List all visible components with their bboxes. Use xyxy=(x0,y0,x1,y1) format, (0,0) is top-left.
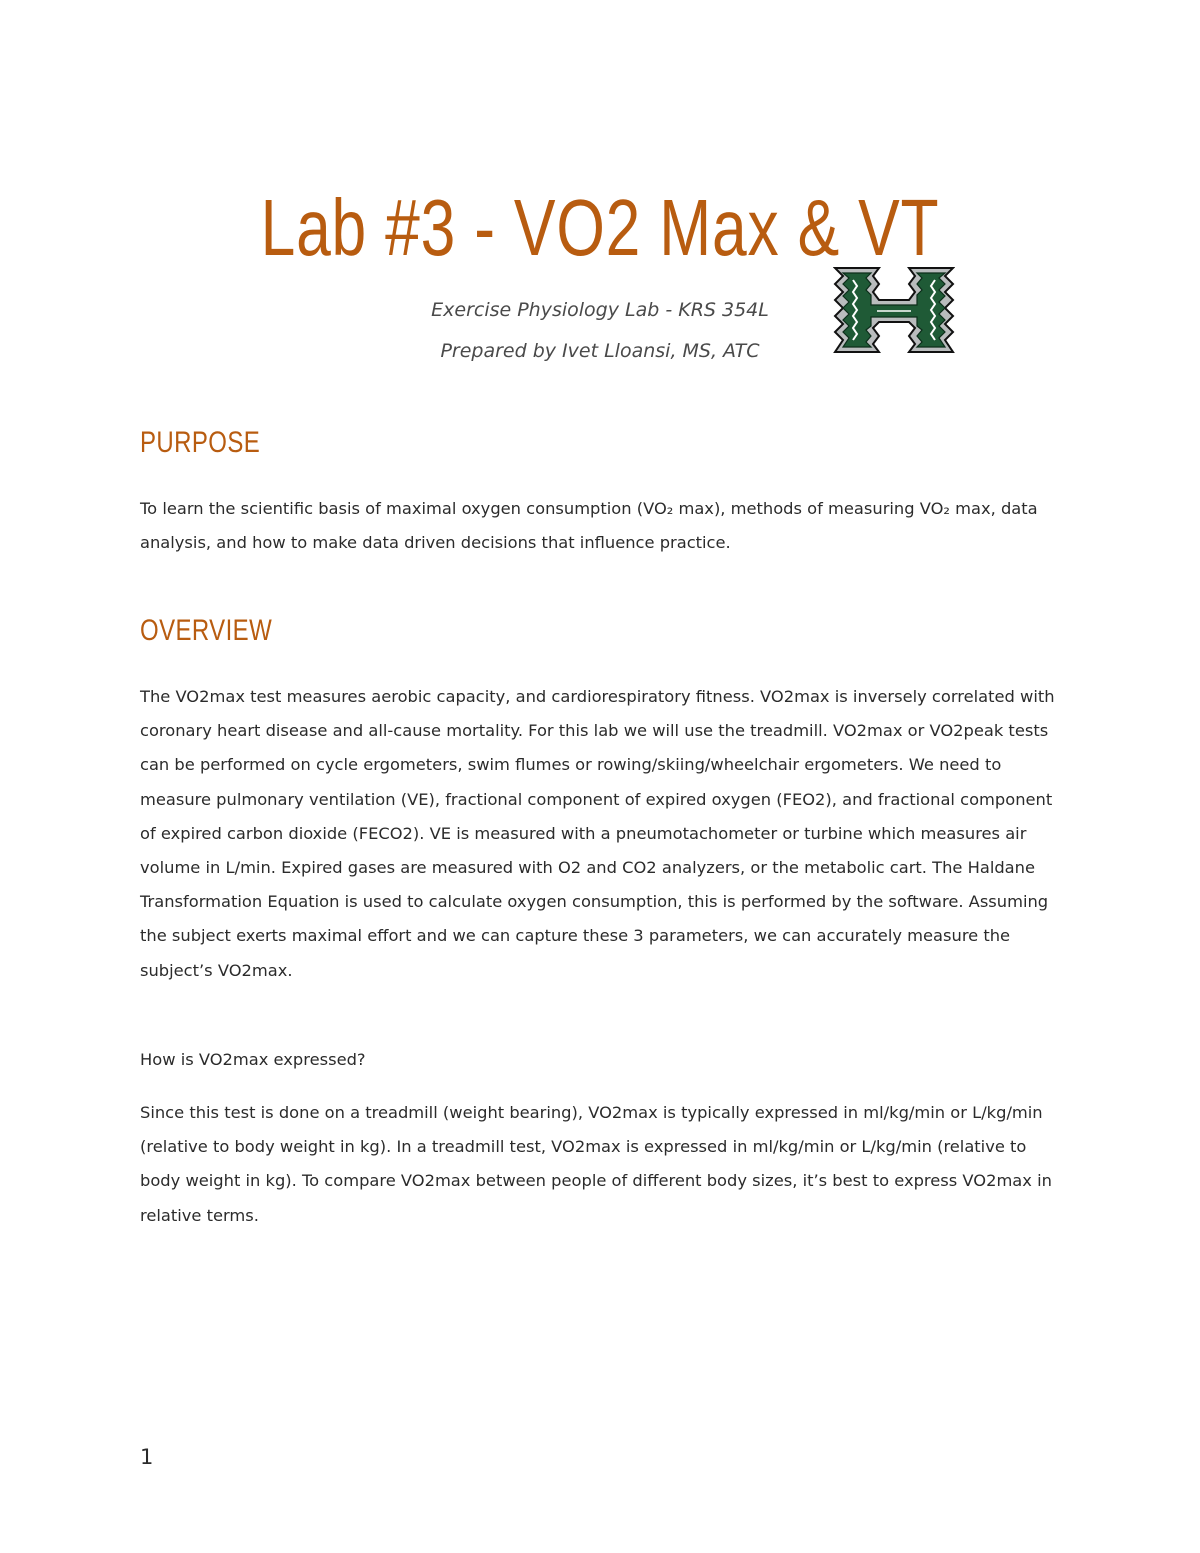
author-subtitle: Prepared by Ivet Lloansi, MS, ATC xyxy=(440,340,760,362)
hawaii-h-logo-icon xyxy=(833,266,955,354)
purpose-paragraph: To learn the scientific basis of maximal oxygen consumption (VO₂ max), methods of measuring VO₂ max, data analysis, and how to make data driven decisions that influence practice. xyxy=(140,499,1038,553)
overview-heading: OVERVIEW xyxy=(140,614,273,647)
overview-answer: Since this test is done on a treadmill (weight bearing), VO2max is typically expressed in ml/kg/min or L/kg/min (relative to body weight in kg). In a treadmill test, VO2max is expressed in ml/kg/min or L/kg/min (relative to body weight in kg). To compare VO2max between people of different body sizes, it’s best to express VO2max in relative terms. xyxy=(140,1103,1052,1225)
overview-paragraph: The VO2max test measures aerobic capacity, and cardiorespiratory fitness. VO2max is inversely correlated with coronary heart disease and all-cause mortality. For this lab we will use the treadmill. VO2max or VO2peak tests can be performed on cycle ergometers, swim flumes or rowing/skiing/wheelchair ergometers. We need to measure pulmonary ventilation (VE), fractional component of expired oxygen (FEO2), and fractional component of expired carbon dioxide (FECO2). VE is measured with a pneumotachometer or turbine which measures air volume in L/min. Expired gases are measured with O2 and CO2 analyzers, or the metabolic cart. The Haldane Transformation Equation is used to calculate oxygen consumption, this is performed by the software. Assuming the subject exerts maximal effort and we can capture these 3 parameters, we can accurately measure the subject’s VO2max. xyxy=(140,687,1055,980)
page-number: 1 xyxy=(140,1445,154,1469)
purpose-heading: PURPOSE xyxy=(140,426,261,459)
document-title: Lab #3 - VO2 Max & VT xyxy=(260,183,940,272)
course-subtitle: Exercise Physiology Lab - KRS 354L xyxy=(431,299,769,321)
overview-question: How is VO2max expressed? xyxy=(140,1050,366,1069)
